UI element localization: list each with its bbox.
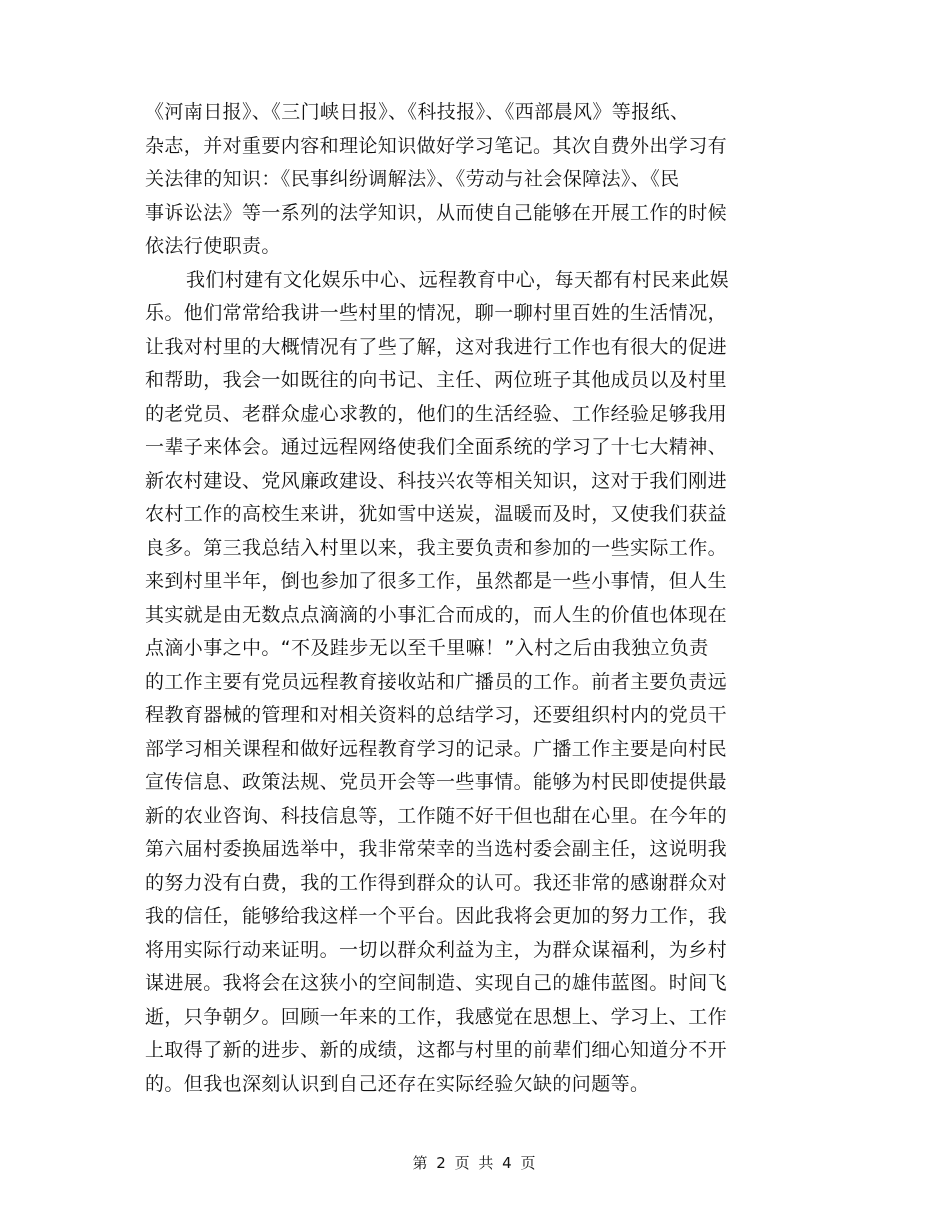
text-line: 点滴小事之中。“不及跬步无以至千里嘛！”入村之后由我独立负责 bbox=[145, 637, 709, 659]
text-line: 新的农业咨询、科技信息等，工作随不好干但也甜在心里。在今年的 bbox=[145, 804, 728, 827]
text-line: 良多。第三我总结入村里以来，我主要负责和参加的一些实际工作。 bbox=[145, 536, 728, 559]
text-line: 农村工作的高校生来讲，犹如雪中送炭，温暖而及时，又使我们获益 bbox=[145, 503, 728, 525]
text-line: 的工作主要有党员远程教育接收站和广播员的工作。前者主要负责远 bbox=[145, 670, 728, 693]
text-line: 依法行使职责。 bbox=[145, 235, 281, 257]
text-line: 谋进展。我将会在这狭小的空间制造、实现自己的雄伟蓝图。时间飞 bbox=[145, 972, 728, 994]
paragraph-start-line: 我们村建有文化娱乐中心、远程教育中心，每天都有村民来此娱 bbox=[186, 268, 730, 291]
body-text bbox=[145, 96, 810, 1101]
text-line: 一辈子来体会。通过远程网络使我们全面系统的学习了十七大精神、 bbox=[145, 436, 728, 458]
text-line: 的努力没有白费，我的工作得到群众的认可。我还非常的感谢群众对 bbox=[145, 871, 728, 894]
text-line: 新农村建设、党风廉政建设、科技兴农等相关知识，这对于我们刚进 bbox=[145, 469, 728, 492]
text-line: 宣传信息、政策法规、党员开会等一些事情。能够为村民即使提供最 bbox=[145, 771, 728, 793]
text-line: 上取得了新的进步、新的成绩，这都与村里的前辈们细心知道分不开 bbox=[145, 1039, 728, 1061]
text-line: 部学习相关课程和做好远程教育学习的记录。广播工作主要是向村民 bbox=[145, 737, 728, 760]
text-line: 的老党员、老群众虚心求教的，他们的生活经验、工作经验足够我用 bbox=[145, 402, 728, 425]
text-line: 乐。他们常常给我讲一些村里的情况，聊一聊村里百姓的生活情况， bbox=[145, 302, 728, 324]
text-line: 和帮助，我会一如既往的向书记、主任、两位班子其他成员以及村里 bbox=[145, 369, 728, 391]
text-line: 事诉讼法》等一系列的法学知识，从而使自己能够在开展工作的时候 bbox=[145, 201, 728, 224]
text-line: 《河南日报》、《三门峡日报》、《科技报》、《西部晨风》等报纸、 bbox=[145, 101, 690, 123]
text-line: 我的信任，能够给我这样一个平台。因此我将会更加的努力工作，我 bbox=[145, 905, 728, 927]
text-line: 将用实际行动来证明。一切以群众利益为主，为群众谋福利，为乡村 bbox=[145, 938, 728, 961]
text-line: 程教育器械的管理和对相关资料的总结学习，还要组织村内的党员干 bbox=[145, 704, 728, 726]
text-line: 来到村里半年，倒也参加了很多工作，虽然都是一些小事情，但人生 bbox=[145, 570, 728, 592]
text-line: 其实就是由无数点点滴滴的小事汇合而成的，而人生的价值也体现在 bbox=[145, 603, 728, 626]
text-line: 让我对村里的大概情况有了些了解，这对我进行工作也有很大的促进 bbox=[145, 335, 728, 358]
text-line: 杂志，并对重要内容和理论知识做好学习笔记。其次自费外出学习有 bbox=[145, 134, 728, 157]
text-line: 关法律的知识：《民事纠纷调解法》、《劳动与社会保障法》、《民 bbox=[145, 168, 680, 190]
text-line: 的。但我也深刻认识到自己还存在实际经验欠缺的问题等。 bbox=[145, 1072, 650, 1095]
text-line: 第六届村委换届选举中，我非常荣幸的当选村委会副主任，这说明我 bbox=[145, 838, 728, 860]
page-footer: 第 2 页 共 4 页 bbox=[412, 1154, 538, 1172]
text-line: 逝，只争朝夕。回顾一年来的工作，我感觉在思想上、学习上、工作 bbox=[145, 1005, 728, 1028]
